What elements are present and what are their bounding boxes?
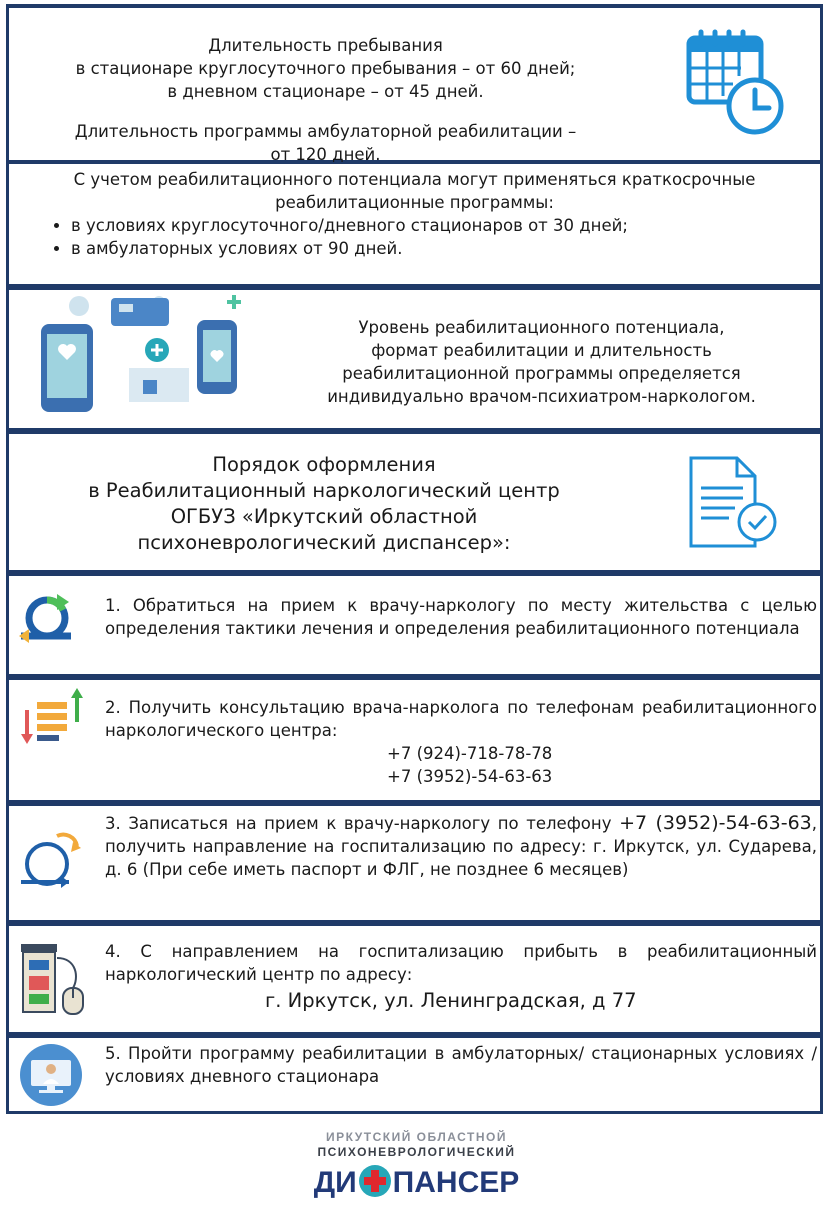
- procedure-heading-block: [6, 430, 823, 572]
- potential-line: формат реабилитации и длительность: [371, 341, 712, 360]
- medical-cross-logo-icon: [358, 1164, 392, 1198]
- step-5-block: [6, 1034, 823, 1114]
- step-1-block: [6, 572, 823, 676]
- cycle-arrows-icon: [17, 590, 81, 644]
- logo-word-a: ДИ: [313, 1166, 357, 1199]
- potential-line: Уровень реабилитационного потенциала,: [358, 318, 725, 337]
- step-5-text: 5. Пройти программу реабилитации в амбулаторных/ стационарных условиях / условиях дневного стационара: [105, 1044, 817, 1086]
- step-3-phone[interactable]: +7 (3952)-54-63-63: [619, 812, 812, 834]
- procedure-title-line: психоневрологический диспансер»:: [137, 531, 511, 554]
- short-program-item: • в амбулаторных условиях от 90 дней.: [71, 237, 807, 260]
- short-programs-list: [27, 214, 807, 260]
- step-3-text: [105, 812, 817, 881]
- short-intro-line1: С учетом реабилитационного потенциала могут применяться краткосрочные: [73, 170, 756, 189]
- short-programs-block: [6, 162, 823, 286]
- calendar-clock-icon: [681, 26, 791, 138]
- stay-round: в стационаре круглосуточного пребывания – от 60 дней;: [75, 59, 576, 78]
- step-3-block: [6, 802, 823, 922]
- amb-line1: Длительность программы амбулаторной реабилитации –: [74, 122, 577, 141]
- step-4-address: г. Иркутск, ул. Ленинградская, д 77: [265, 989, 637, 1012]
- stay-day: в дневном стационаре – от 45 дней.: [167, 82, 484, 101]
- step-2-text: 2. Получить консультацию врача-нарколога по телефонам реабилитационного наркологического центра:: [105, 698, 817, 740]
- step-2-block: [6, 676, 823, 802]
- document-check-icon: [683, 454, 783, 554]
- potential-line: индивидуально врачом-психиатром-наркологом.: [327, 387, 756, 406]
- online-doctor-icon: [17, 1042, 85, 1108]
- stay-duration-block: [6, 4, 823, 162]
- sort-list-icon: [17, 686, 87, 750]
- logo-word-b: ПАНСЕР: [392, 1166, 520, 1199]
- logo-line2: ПСИХОНЕВРОЛОГИЧЕСКИЙ: [317, 1145, 516, 1159]
- print-form-mouse-icon: [17, 938, 93, 1016]
- potential-line: реабилитационной программы определяется: [342, 364, 741, 383]
- step-1-text: 1. Обратиться на прием к врачу-наркологу по месту жительства с целью определения тактики лечения и определения реабилитационного потенциала: [105, 596, 817, 638]
- procedure-title-line: Порядок оформления: [212, 453, 436, 476]
- potential-block: [6, 286, 823, 430]
- short-intro-line2: реабилитационные программы:: [275, 193, 554, 212]
- refresh-cycle-icon: [17, 828, 87, 890]
- procedure-title-line: ОГБУЗ «Иркутский областной: [170, 505, 478, 528]
- phone-number-1[interactable]: +7 (924)-718-78-78: [387, 744, 553, 763]
- phone-number-2[interactable]: +7 (3952)-54-63-63: [387, 767, 553, 786]
- step-4-block: [6, 922, 823, 1034]
- step-4-text: 4. С направлением на госпитализацию прибыть в реабилитационный наркологический центр по адресу:: [105, 942, 817, 984]
- procedure-title-line: в Реабилитационный наркологический центр: [88, 479, 560, 502]
- short-program-item: • в условиях круглосуточного/дневного стационаров от 30 дней;: [71, 214, 807, 237]
- stay-title: Длительность пребывания: [208, 36, 443, 55]
- step-3-text-b: , получить направление на госпитализацию по адресу: г. Иркутск, ул. Сударева, д. 6 (При себе иметь паспорт и ФЛГ, не позднее 6 месяцев): [105, 814, 818, 879]
- telemedicine-illustration-icon: [19, 290, 249, 424]
- logo-line1: ИРКУТСКИЙ ОБЛАСТНОЙ: [326, 1130, 507, 1144]
- step-3-text-a: 3. Записаться на прием к врачу-наркологу по телефону: [105, 814, 612, 833]
- amb-line2: от 120 дней.: [270, 145, 381, 164]
